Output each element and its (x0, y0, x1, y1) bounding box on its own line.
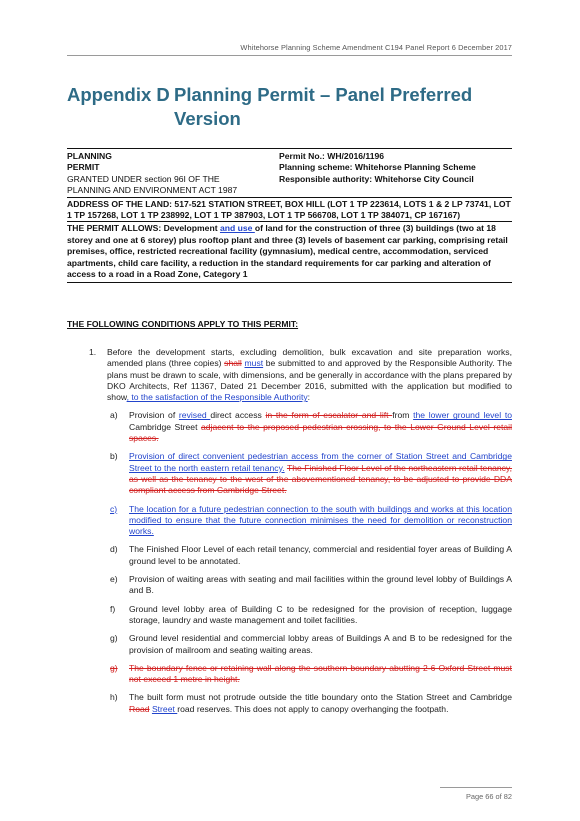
allows-lead: THE PERMIT ALLOWS: Development (67, 223, 220, 234)
permit-allows (67, 221, 512, 283)
allows-body: of land for the construction of three (3) buildings (two at 18 storey and one at 6 storey) plus rooftop plant and three (3) levels of basement car parking, comprising retail premises, office, restricted recreational facility (gymnasium), medical centre, accommodation, serviced apartments, child care facility, a reduction in the standard requirements for car parking and alteration of access to a road in a Road Zone, Category 1 (67, 223, 508, 280)
footer-rule (440, 787, 512, 788)
subcondition-letter: d) (110, 544, 118, 555)
text-run: Cambridge Street (129, 421, 201, 432)
header-rule (67, 55, 512, 56)
granted-under-line: GRANTED UNDER section 96I OF THE (67, 173, 220, 184)
subcondition-text (129, 410, 512, 444)
title-line-2: Version (174, 108, 241, 129)
subcondition-text (129, 451, 512, 496)
permit-right-column (279, 151, 512, 197)
inserted-text: , to the satisfaction of the Responsible Authority (126, 392, 308, 403)
deleted-text: in the form of escalator and lift (265, 410, 393, 421)
subcondition-letter: e) (110, 574, 118, 585)
permit-number: Permit No.: WH/2016/1196 (279, 151, 385, 161)
condition-number: 1. (89, 347, 97, 357)
subcondition-letter: b) (110, 451, 118, 462)
subcondition-h (107, 692, 512, 715)
text-run: from (392, 410, 414, 421)
title-line-1: Planning Permit – Panel Preferred (174, 84, 473, 105)
subcondition-d (107, 544, 512, 567)
subcondition-b (107, 451, 512, 496)
subcondition-f (107, 604, 512, 627)
conditions-list (67, 347, 512, 715)
address-of-land: ADDRESS OF THE LAND: 517-521 STATION STREET, BOX HILL (LOT 1 TP 223614, LOTS 1 & 2 LP 73741, LOT 1 TP 157268, LOT 1 TP 238992, LOT 1 TP 387903, LOT 1 TP 566708, LOT 1 TP 384071, CP 167167) (67, 198, 511, 221)
subcondition-a (107, 410, 512, 444)
page-number: Page 66 of 82 (465, 792, 512, 801)
subcondition-letter: a) (110, 410, 118, 421)
subcondition-text (129, 663, 512, 686)
subcondition-letter: h) (110, 692, 118, 703)
inserted-text: the lower ground level to (413, 410, 512, 421)
subcondition-e (107, 574, 512, 597)
deleted-text: The boundary fence or retaining wall along the southern boundary abutting 2-6 Oxford Street must not exceed 1 metre in height. (129, 662, 512, 685)
inserted-text: revised (178, 410, 211, 421)
text-run: : (307, 392, 311, 403)
text-run: direct access (210, 410, 266, 421)
text-run: The built form must not protrude outside the title boundary onto the Station Street and Cambridge (129, 692, 512, 703)
subcondition-text: Ground level lobby area of Building C to be redesigned for the provision of reception, luggage storage, laundry and waste management and toilet facilities. (129, 603, 512, 625)
planning-label: PLANNING (67, 151, 112, 161)
subcondition-text: Ground level residential and commercial lobby areas of Buildings A and B to be redesigned for the provision of mailroom and seating waiting areas. (129, 633, 512, 655)
condition-1 (67, 347, 512, 403)
deleted-text: Road (129, 703, 150, 714)
subcondition-letter: f) (110, 603, 116, 614)
subcondition-text: The Finished Floor Level of each retail tenancy, commercial and residential foyer areas of Building A ground level to be annotated. (129, 544, 512, 566)
responsible-authority: Responsible authority: Whitehorse City Council (279, 173, 474, 184)
condition-1-text (107, 347, 512, 403)
deleted-text: adjacent to the proposed pedestrian crossing, to the Lower Ground Level retail spaces. (129, 421, 512, 444)
deleted-text: shall (224, 358, 242, 369)
subcondition-letter: c) (110, 503, 118, 514)
subcondition-c (107, 504, 512, 538)
text-run: be submitted to and approved by the Responsible Authority. The plans must be drawn to scale, with dimensions, and be generally in accordance with the plans prepared by DKO Architects, Ref 11367, Dated 21 December 2016, submitted with the application but modified to show (107, 358, 512, 403)
appendix-title (67, 83, 512, 131)
subcondition-g-deleted (107, 663, 512, 686)
act-line: PLANNING AND ENVIRONMENT ACT 1987 (67, 185, 238, 196)
subcondition-letter: g) (110, 633, 118, 644)
subcondition-text (129, 504, 512, 538)
permit-box (67, 148, 512, 283)
subcondition-letter: g) (110, 662, 118, 673)
inserted-text: Street (151, 703, 178, 714)
planning-scheme: Planning scheme: Whitehorse Planning Scheme (279, 162, 476, 173)
subcondition-text (129, 692, 512, 715)
subcondition-text: Provision of waiting areas with seating and mail facilities within the ground level lobby of Buildings A and B. (129, 574, 512, 596)
subcondition-g (107, 633, 512, 656)
text-run: Before the development starts, excluding demolition, bulk excavation and site preparation works, amended plans (three copies) (107, 347, 512, 369)
permit-left-column (67, 151, 279, 197)
inserted-text: The location for a future pedestrian connection to the south with buildings and works at this location modified to ensure that the future connection minimises the need for demolition or reconstruction works. (129, 503, 512, 537)
running-header: Whitehorse Planning Scheme Amendment C194 Panel Report 6 December 2017 (240, 43, 512, 52)
text-run: road reserves. This does not apply to canopy overhanging the footpath. (177, 703, 449, 714)
appendix-label: Appendix D (67, 84, 170, 105)
deleted-text: The Finished Floor Level of the northeastern retail tenancy, as well as the tenancy to the west of the abovementioned tenancy, to be adjusted to provide DDA compliant access from Cambridge Street. (129, 462, 513, 496)
text-run: Provision of (129, 410, 179, 421)
inserted-text: Provision of direct convenient pedestrian access from the corner of Station Street and Cambridge Street to the north eastern retail tenancy. (129, 451, 512, 473)
permit-label: PERMIT (67, 162, 100, 173)
inserted-text: must (244, 358, 264, 369)
conditions-heading: THE FOLLOWING CONDITIONS APPLY TO THIS PERMIT: (67, 319, 299, 329)
allows-insertion: and use (219, 223, 255, 234)
permit-header-row (67, 149, 512, 197)
